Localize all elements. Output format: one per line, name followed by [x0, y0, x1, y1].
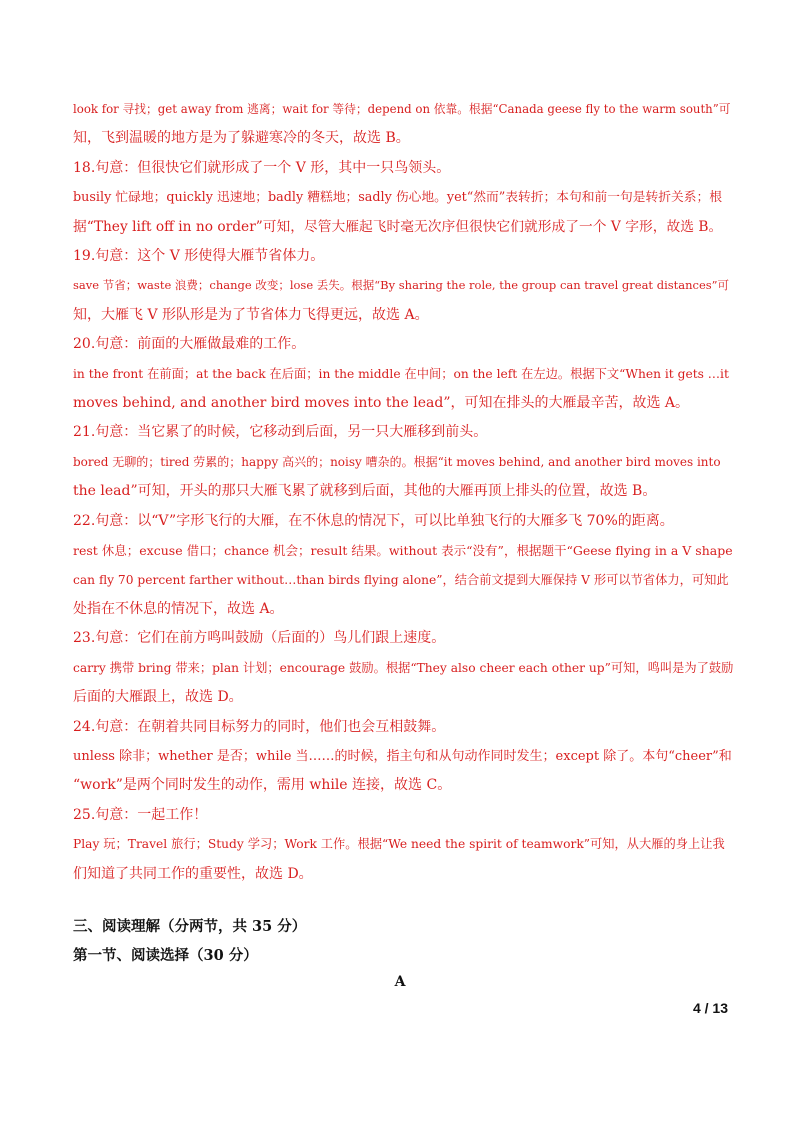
text-line: 25.句意：一起工作！ — [73, 806, 208, 823]
text-line: 19.句意：这个 V 形使得大雁节省体力。 — [73, 248, 325, 265]
passage-letter: A — [394, 974, 406, 990]
text-line: bored 无聊的；tired 劳累的；happy 高兴的；noisy 嘈杂的。根据“it moves behind, and another bird moves into — [73, 454, 721, 469]
text-line: in the front 在前面；at the back 在后面；in the middle 在中间；on the left 在左边。根据下文“When it gets …it — [73, 366, 729, 381]
page-number: 4 / 13 — [692, 1000, 728, 1016]
text-line: busily 忙碌地；quickly 迅速地；badly 糟糕地；sadly 伤心地。yet“然而”表转折；本句和前一句是转折关系；根 — [73, 190, 723, 206]
text-line: Play 玩；Travel 旅行；Study 学习；Work 工作。根据“We need the spirit of teamwork”可知，从大雁的身上让我 — [73, 837, 725, 852]
text-line: 知，飞到温暖的地方是为了躲避寒冷的冬天，故选 B。 — [73, 130, 410, 147]
text-line: 20.句意：前面的大雁做最难的工作。 — [73, 336, 306, 353]
text-line: the lead”可知，开头的那只大雁飞累了就移到后面，其他的大雁再顶上排头的位置，故选 B。 — [73, 483, 657, 500]
text-line: 处指在不休息的情况下，故选 A。 — [73, 600, 284, 617]
text-line: 后面的大雁跟上，故选 D。 — [73, 689, 243, 706]
text-line: carry 携带 bring 带来；plan 计划；encourage 鼓励。根据“They also cheer each other up”可知，鸣叫是为了鼓励 — [73, 660, 734, 675]
section-heading: 三、阅读理解（分两节，共 35 分） — [73, 918, 307, 935]
answer-explanations — [73, 95, 733, 889]
text-line: can fly 70 percent farther without…than birds flying alone”，结合前文提到大雁保持 V 形可以节省体力，可知此 — [73, 572, 729, 587]
text-line: 们知道了共同工作的重要性，故选 D。 — [73, 865, 313, 882]
text-line: save 节省；waste 浪费；change 改变；lose 丢失。根据“By sharing the role, the group can travel great distances”可 — [73, 278, 730, 293]
text-line: “work”是两个同时发生的动作，需用 while 连接，故选 C。 — [73, 777, 452, 794]
subsection-heading: 第一节、阅读选择（30 分） — [73, 947, 258, 964]
text-line: 23.句意：它们在前方鸣叫鼓励（后面的）鸟儿们跟上速度。 — [73, 630, 446, 647]
text-line: rest 休息；excuse 借口；chance 机会；result 结果。without 表示“没有”，根据题干“Geese flying in a V shape — [73, 543, 733, 559]
text-line: 18.句意：但很快它们就形成了一个 V 形，其中一只鸟领头。 — [73, 159, 451, 176]
text-line: moves behind, and another bird moves into the lead”，可知在排头的大雁最辛苦，故选 A。 — [73, 395, 690, 412]
text-line: 21.句意：当它累了的时候，它移动到后面，另一只大雁移到前头。 — [73, 424, 488, 441]
text-line: look for 寻找；get away from 逃离；wait for 等待；depend on 依靠。根据“Canada geese fly to the warm south”可 — [73, 102, 731, 116]
text-line: 知，大雁飞 V 形队形是为了节省体力飞得更远，故选 A。 — [73, 306, 429, 323]
text-line: 22.句意：以“V”字形飞行的大雁，在不休息的情况下，可以比单独飞行的大雁多飞 70%的距离。 — [73, 512, 674, 529]
text-line: 24.句意：在朝着共同目标努力的同时，他们也会互相鼓舞。 — [73, 718, 446, 735]
text-line: 据“They lift off in no order”可知，尽管大雁起飞时毫无次序但很快它们就形成了一个 V 字形，故选 B。 — [73, 218, 723, 235]
text-line: unless 除非；whether 是否；while 当……的时候，指主句和从句动作同时发生；except 除了。本句“cheer”和 — [73, 748, 732, 764]
